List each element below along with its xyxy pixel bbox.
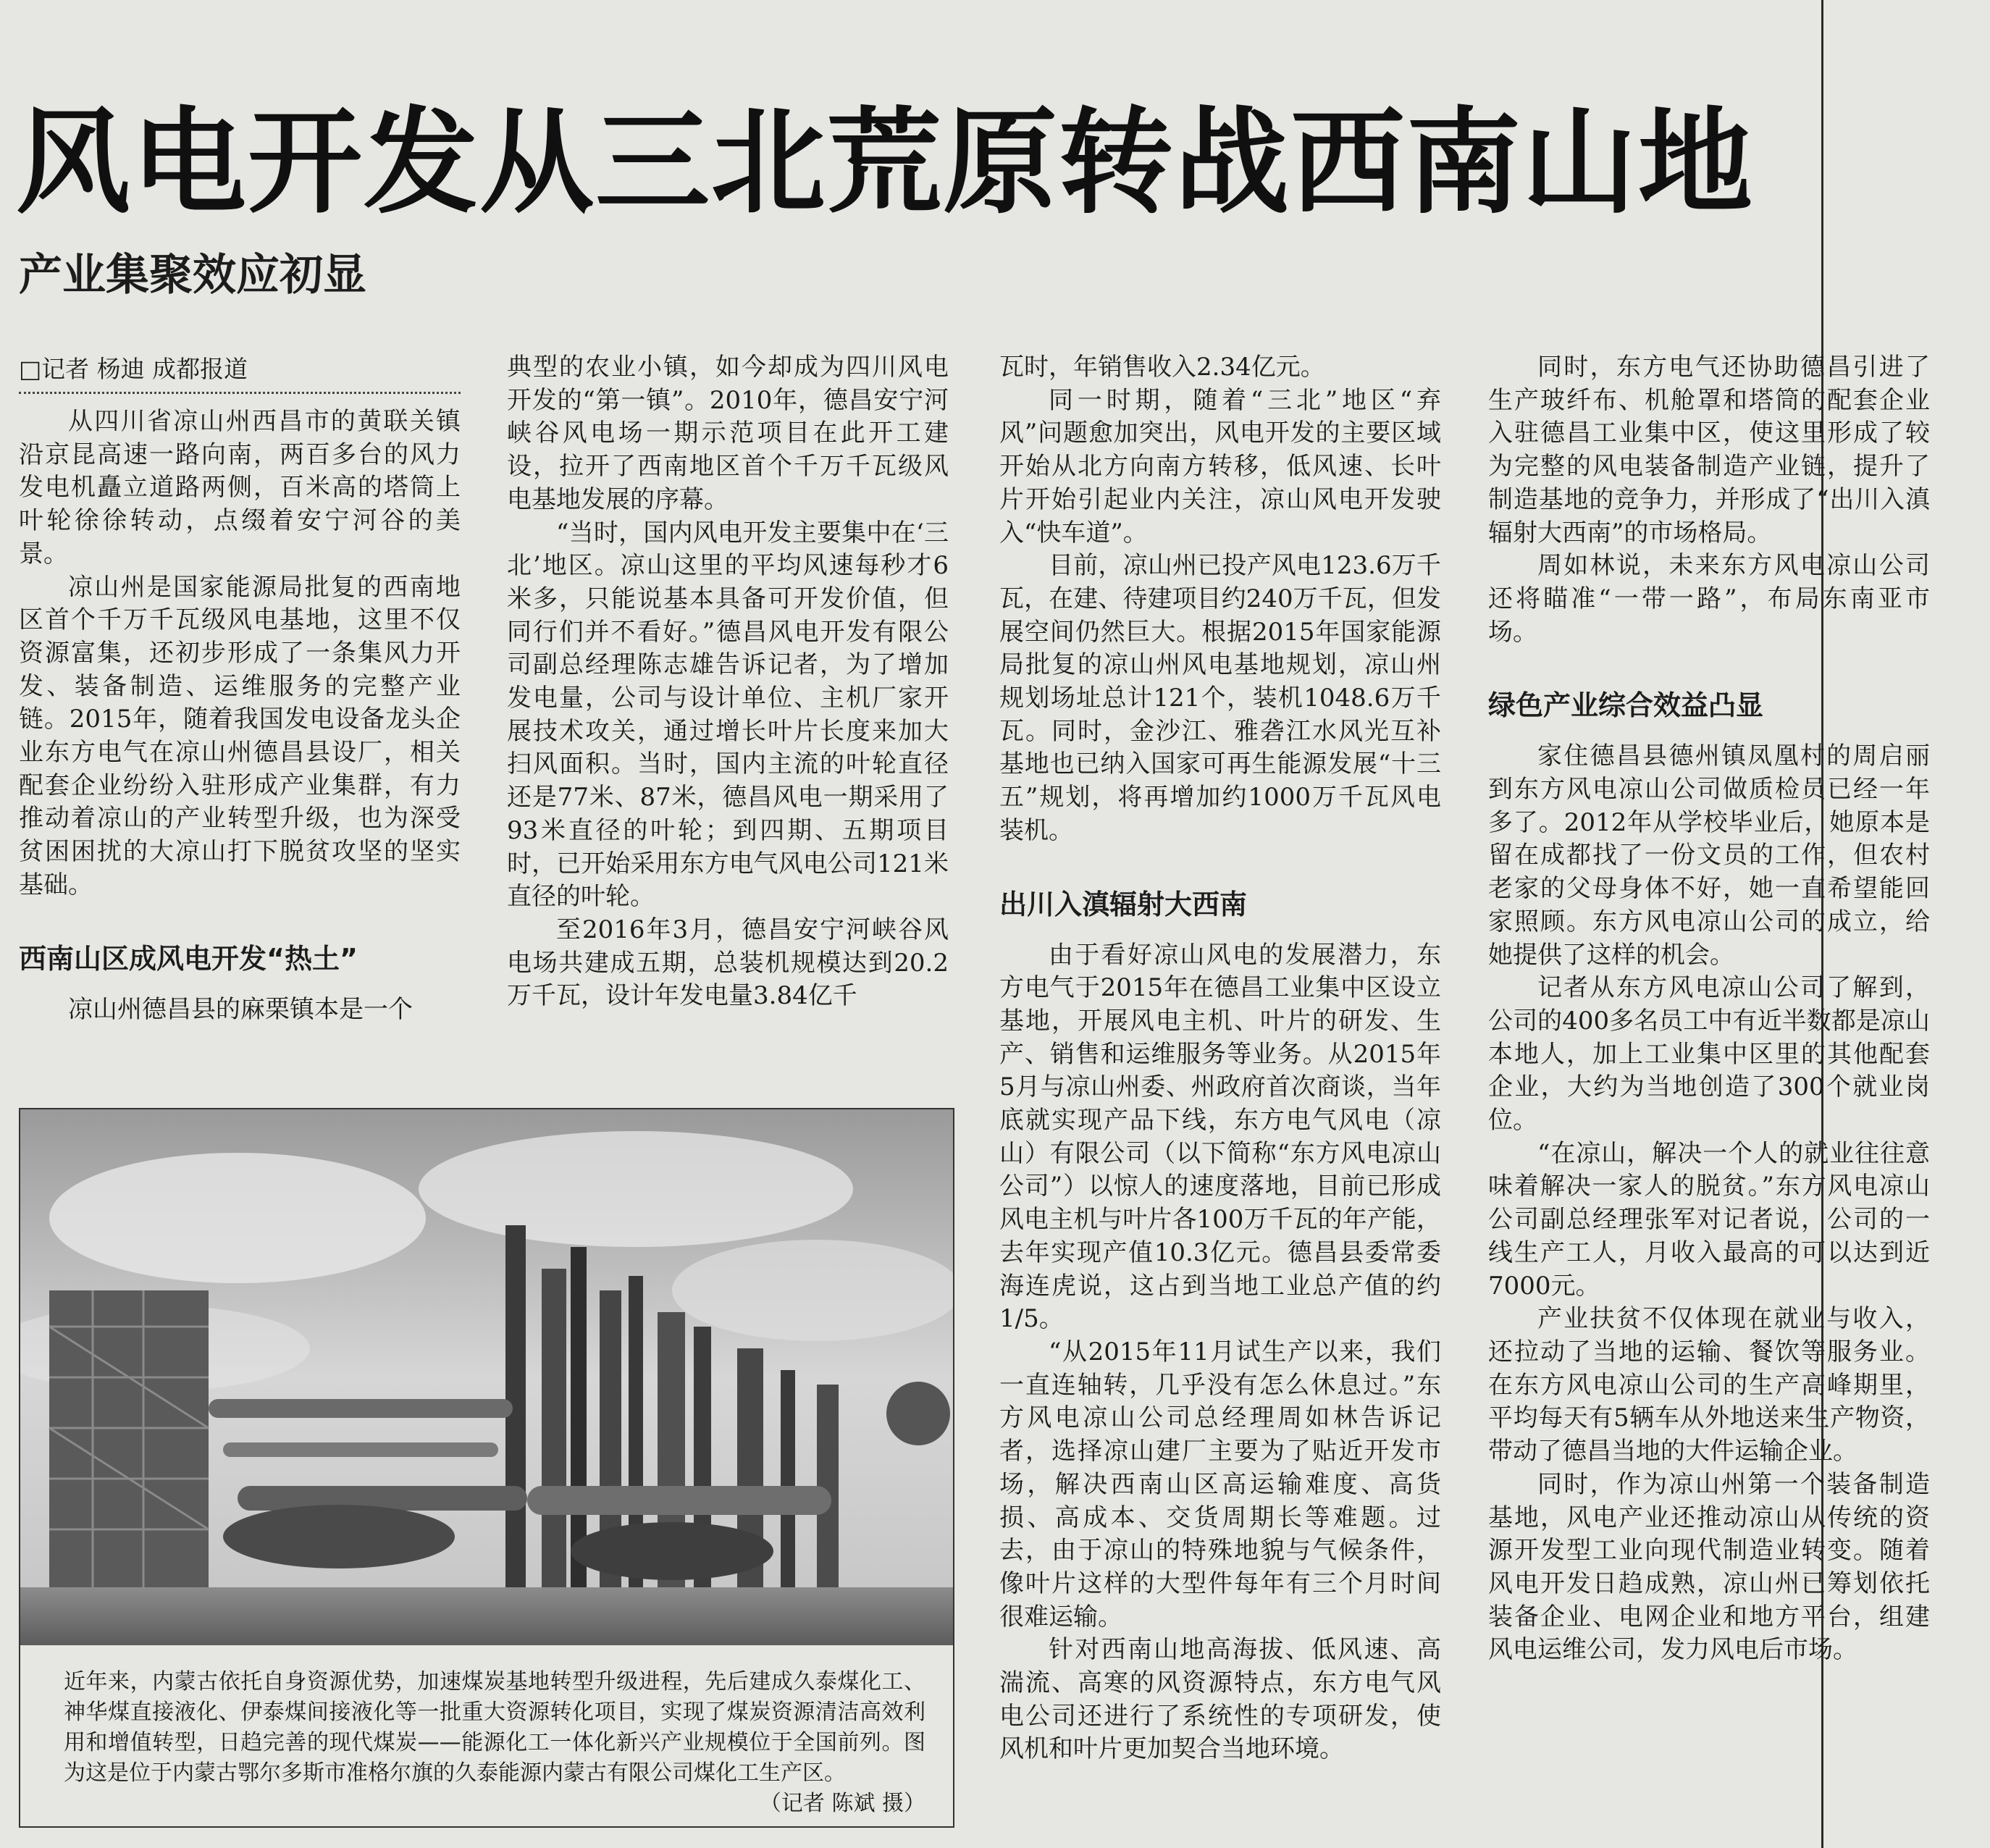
section-heading: 西南山区成风电开发“热土” xyxy=(19,942,358,975)
paragraph: 由于看好凉山风电的发展潜力，东方电气于2015年在德昌工业集中区设立基地，开展风电主机、叶片的研发、生产、销售和运维服务等业务。从2015年5月与凉山州委、州政府首次商谈，当年底就实现产品下线，东方电气风电（凉山）有限公司（以下简称“东方风电凉山公司”）以惊人的速度落地，目前已形成风电主机与叶片各100万千瓦的年产能，去年实现产值10.3亿元。德昌县委常委海连虎说，这占到当地工业总产值的约1/5。 xyxy=(999,940,1441,1334)
paragraph: 同时，作为凉山州第一个装备制造基地，风电产业还推动凉山从传统的资源开发型工业向现代制造业转变。随着风电开发日趋成熟，凉山州已筹划依托装备企业、电网企业和地方平台，组建风电运维公司，发力风电后市场。 xyxy=(1488,1469,1930,1665)
section-heading: 出川入滇辐射大西南 xyxy=(999,888,1248,920)
photo-block xyxy=(19,1108,954,1828)
section-heading: 绿色产业综合效益凸显 xyxy=(1488,689,1764,722)
column-3 xyxy=(999,351,1441,1766)
paragraph: 至2016年3月，德昌安宁河峡谷风电场共建成五期，总装机规模达到20.2万千瓦，设计年发电量3.84亿千 xyxy=(507,915,949,1011)
byline: □记者 杨迪 成都报道 xyxy=(19,351,461,394)
column-4 xyxy=(1488,351,1930,1667)
paragraph: 目前，凉山州已投产风电123.6万千瓦，在建、待建项目约240万千瓦，但发展空间仍然巨大。根据2015年国家能源局批复的凉山州风电基地规划，凉山州规划场址总计121个，装机1048.6万千瓦。同时，金沙江、雅砻江水风光互补基地也已纳入国家可再生能源发展“十三五”规划，将再增加约1000万千瓦风电装机。 xyxy=(999,551,1441,845)
photo-credit: （记者 陈斌 摄） xyxy=(759,1791,925,1816)
paragraph: 同时，东方电气还协助德昌引进了生产玻纤布、机舱罩和塔筒的配套企业入驻德昌工业集中区，使这里形成了较为完整的风电装备制造产业链，提升了制造基地的竞争力，并形成了“出川入滇辐射大西南”的市场格局。 xyxy=(1488,353,1930,547)
paragraph: “当时，国内风电开发主要集中在‘三北’地区。凉山这里的平均风速每秒才6米多，只能说基本具备可开发价值，但同行们并不看好。”德昌风电开发有限公司副总经理陈志雄告诉记者，为了增加发电量，公司与设计单位、主机厂家开展技术攻关，通过增长叶片长度来加大扫风面积。当时，国内主流的叶轮直径还是77米、87米，德昌风电一期采用了93米直径的叶轮；到四期、五期项目时，已开始采用东方电气风电公司121米直径的叶轮。 xyxy=(507,518,949,912)
column-1 xyxy=(19,351,461,1026)
paragraph: 家住德昌县德州镇凤凰村的周启丽到东方风电凉山公司做质检员已经一年多了。2012年从学校毕业后，她原本是留在成都找了一份文员的工作，但农村老家的父母身体不好，她一直希望能回家照顾。东方风电凉山公司的成立，给她提供了这样的机会。 xyxy=(1488,742,1930,970)
paragraph: 产业扶贫不仅体现在就业与收入，还拉动了当地的运输、餐饮等服务业。在东方风电凉山公司的生产高峰期里，平均每天有5辆车从外地送来生产物资，带动了德昌当地的大件运输企业。 xyxy=(1488,1304,1930,1466)
subheadline: 产业集聚效应初显 xyxy=(19,250,366,301)
paragraph: “在凉山，解决一个人的就业往往意味着解决一家人的脱贫。”东方风电凉山公司副总经理张军对记者说，公司的一线生产工人，月收入最高的可以达到近7000元。 xyxy=(1488,1138,1930,1301)
paragraph: 针对西南山地高海拔、低风速、高湍流、高寒的风资源特点，东方电气风电公司还进行了系统性的专项研发，使风机和叶片更加契合当地环境。 xyxy=(999,1635,1441,1764)
column-2 xyxy=(507,351,949,1013)
photo-caption xyxy=(64,1667,925,1819)
paragraph: 凉山州德昌县的麻栗镇本是一个 xyxy=(68,994,413,1024)
paragraph: “从2015年11月试生产以来，我们一直连轴转，几乎没有怎么休息过。”东方风电凉山公司总经理周如林告诉记者，选择凉山建厂主要为了贴近开发市场，解决西南山区高运输难度、高货损、高成本、交货周期长等难题。过去，由于凉山的特殊地貌与气候条件，像叶片这样的大型件每年有三个月时间很难运输。 xyxy=(999,1337,1441,1631)
paragraph: 凉山州是国家能源局批复的西南地区首个千万千瓦级风电基地，这里不仅资源富集，还初步形成了一条集风力开发、装备制造、运维服务的完整产业链。2015年，随着我国发电设备龙头企业东方电气在凉山州德昌县设厂，相关配套企业纷纷入驻形成产业集群，有力推动着凉山的产业转型升级，也为深受贫困困扰的大凉山打下脱贫攻坚的坚实基础。 xyxy=(19,572,461,899)
caption-text: 近年来，内蒙古依托自身资源优势，加速煤炭基地转型升级进程，先后建成久泰煤化工、神华煤直接液化、伊泰煤间接液化等一批重大资源转化项目，实现了煤炭资源清洁高效利用和增值转型，日趋完善的现代煤炭——能源化工一体化新兴产业规模位于全国前列。图为这是位于内蒙古鄂尔多斯市准格尔旗的久泰能源内蒙古有限公司煤化工生产区。 xyxy=(64,1669,925,1786)
paragraph: 瓦时，年销售收入2.34亿元。 xyxy=(999,353,1325,382)
paragraph: 同一时期，随着“三北”地区“弃风”问题愈加突出，风电开发的主要区域开始从北方向南方转移，低风速、长叶片开始引起业内关注，凉山风电开发驶入“快车道”。 xyxy=(999,385,1441,547)
coal-chemical-plant-photo xyxy=(20,1109,953,1645)
headline: 风电开发从三北荒原转战西南山地 xyxy=(16,96,1754,230)
paragraph: 记者从东方风电凉山公司了解到，公司的400多名员工中有近半数都是凉山本地人，加上工业集中区里的其他配套企业，大约为当地创造了300个就业岗位。 xyxy=(1488,973,1930,1135)
paragraph: 周如林说，未来东方风电凉山公司还将瞄准“一带一路”，布局东南亚市场。 xyxy=(1488,551,1930,647)
paragraph: 典型的农业小镇，如今却成为四川风电开发的“第一镇”。2010年，德昌安宁河峡谷风电场一期示范项目在此开工建设，拉开了西南地区首个千万千瓦级风电基地发展的序幕。 xyxy=(507,353,949,514)
paragraph: 从四川省凉山州西昌市的黄联关镇沿京昆高速一路向南，两百多台的风力发电机矗立道路两侧，百米高的塔筒上叶轮徐徐转动，点缀着安宁河谷的美景。 xyxy=(19,407,461,568)
